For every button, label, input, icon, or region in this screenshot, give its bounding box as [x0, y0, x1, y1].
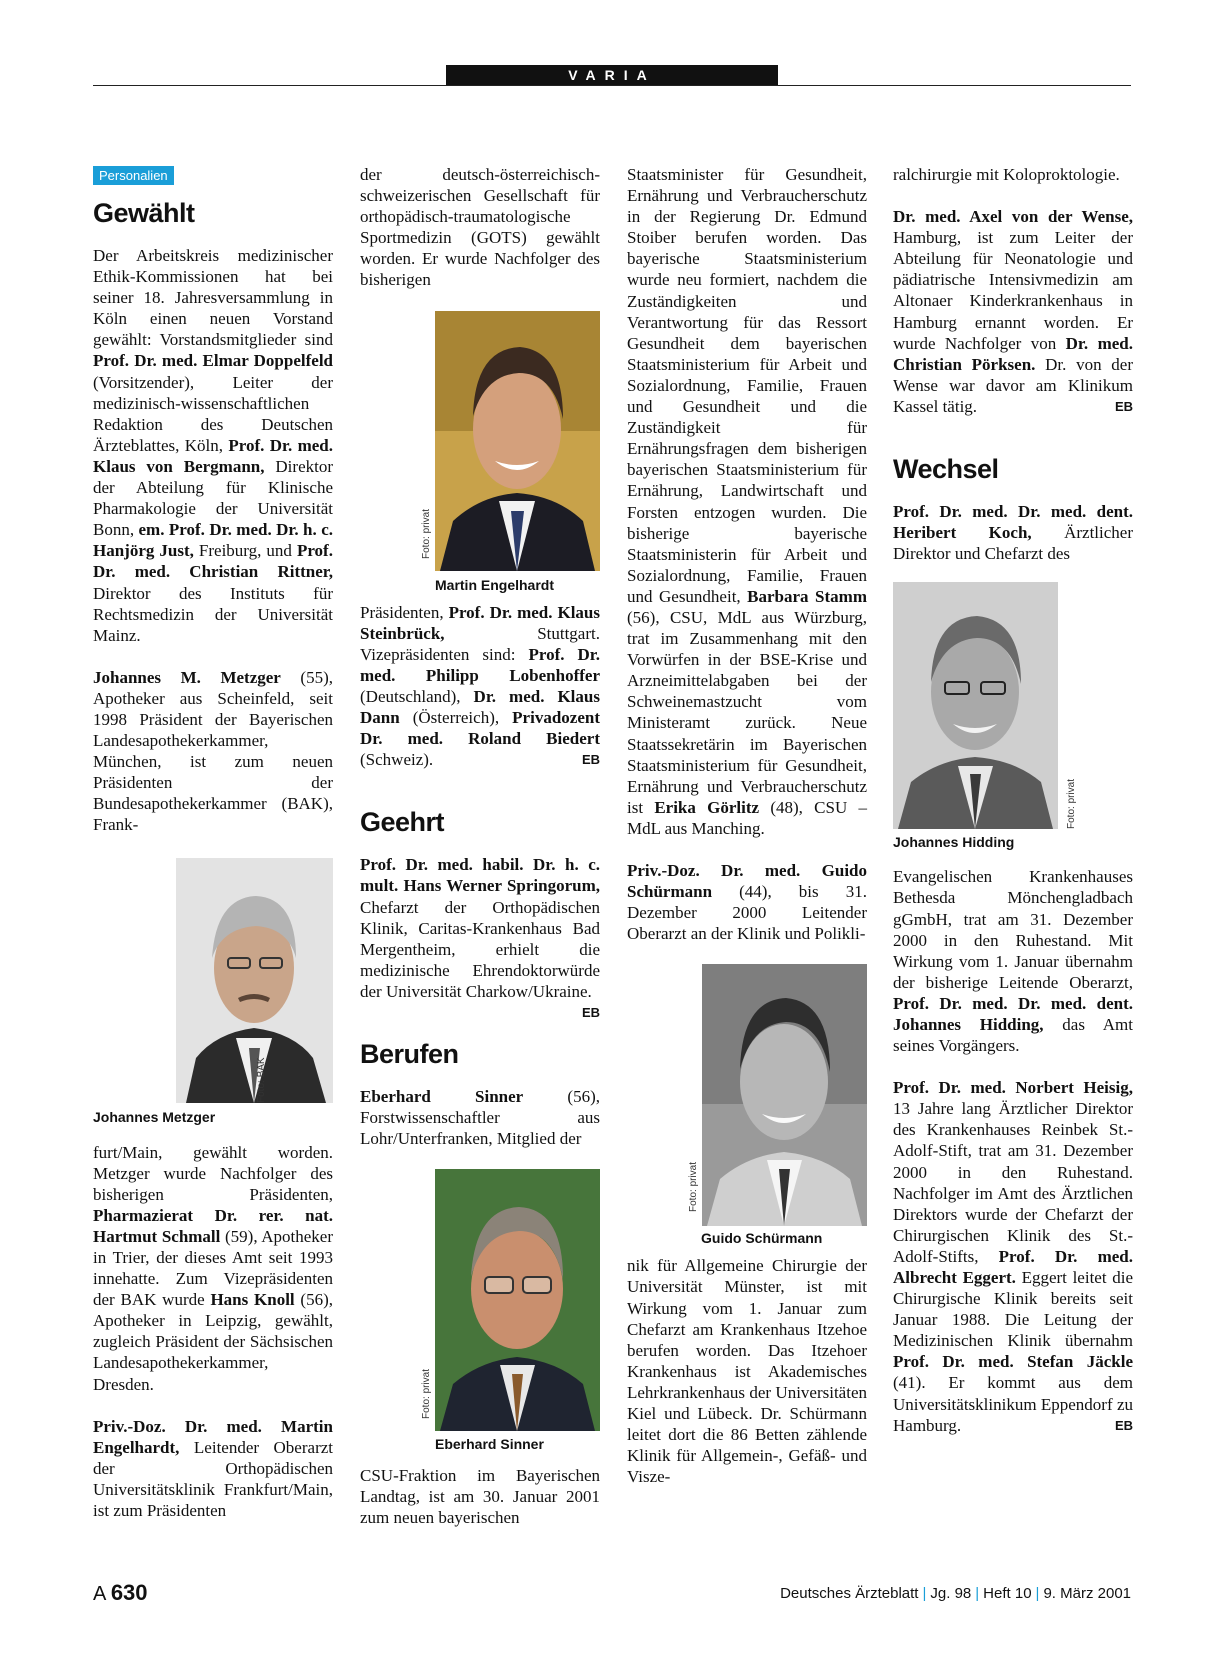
- paragraph: Priv.-Doz. Dr. med. Guido Schürmann (44), bis 31. Dezember 2000 Leitender Oberarzt an der Klinik und Polikli-: [627, 861, 867, 944]
- page-number: [93, 1580, 148, 1606]
- photo-sinner: [360, 1169, 600, 1457]
- column-2: [360, 164, 600, 1529]
- journal-info: Deutsches Ärzteblatt | Jg. 98 | Heft 10 | 9. März 2001: [780, 1585, 1131, 1602]
- photo-metzger: [93, 858, 333, 1128]
- paragraph: furt/Main, gewählt worden. Metzger wurde Nachfolger des bisherigen Präsidenten, Pharmazierat Dr. rer. nat. Hartmut Schmall (59), Apotheker in Trier, der dieses Amt seit 1993 innehatte. Zum Vizepräsidenten der BAK wurde Hans Knoll (56), Apotheker in Leipzig, gewählt, zugleich Präsident der Sächsischen Landesapothekerkammer, Dresden.: [93, 1142, 333, 1394]
- paragraph: nik für Allgemeine Chirurgie der Universität Münster, ist mit Wirkung vom 1. Januar zum Chefarzt am Krankenhaus Itzehoe berufen worden. Das Itzehoer Krankenhaus ist Akademisches Lehrkrankenhaus der Universitäten Kiel und Lübeck. Dr. Schürmann leitet dort die 86 Betten zählende Klinik für Allgemein-, Gefäß- und Visze-: [627, 1256, 867, 1487]
- portrait-image: [435, 311, 600, 571]
- photo-hidding: [893, 582, 1133, 852]
- paragraph: Priv.-Doz. Dr. med. Martin Engelhardt, Leitender Oberarzt der Orthopädischen Universitätsklinik Frankfurt/Main, ist zum Präsidenten: [93, 1416, 333, 1521]
- photo-caption: Johannes Metzger: [93, 1108, 216, 1125]
- paragraph: Eberhard Sinner (56), Forstwissenschaftler aus Lohr/Unterfranken, Mitglied der: [360, 1086, 600, 1149]
- page-number-value: 630: [110, 1580, 148, 1605]
- paragraph: CSU-Fraktion im Bayerischen Landtag, ist am 30. Januar 2001 zum neuen bayerischen: [360, 1466, 600, 1528]
- paragraph: Evangelischen Krankenhauses Bethesda Mönchengladbach gGmbH, trat am 31. Dezember 2000 in den Ruhestand. Mit Wirkung vom 1. Januar übernahm der bisherige Leitende Oberarzt, Prof. Dr. med. Dr. med. dent. Johannes Hidding, das Amt seines Vorgängers.: [893, 867, 1133, 1056]
- portrait-image: [702, 964, 867, 1226]
- section-header: VARIA: [446, 65, 778, 85]
- paragraph: Der Arbeitskreis medizinischer Ethik-Kommissionen hat bei seiner 18. Jahresversammlung in Köln einen neuen Vorstand gewählt: Vorstandsmitglieder sind Prof. Dr. med. Elmar Doppelfeld (Vorsitzender), Leiter der medizinisch-wissenschaftlichen Redaktion des Deutschen Ärzteblattes, Köln, Prof. Dr. med. Klaus von Bergmann, Direktor der Abteilung für Klinische Pharmakologie der Universität Bonn, em. Prof. Dr. med. Dr. h. c. Hanjörg Just, Freiburg, und Prof. Dr. med. Christian Rittner, Direktor des Instituts für Rechtsmedizin der Universität Mainz.: [93, 246, 333, 645]
- column-3: [627, 164, 867, 1487]
- paragraph: Prof. Dr. med. habil. Dr. h. c. mult. Hans Werner Springorum, Chefarzt der Orthopädischen Klinik, Caritas-Krankenhaus Bad Mergentheim, erhielt die medizinische Ehrendoktorwürde der Universität Charkow/Ukraine. EB: [360, 854, 600, 1002]
- paragraph: Präsidenten, Prof. Dr. med. Klaus Steinbrück, Stuttgart. Vizepräsidenten sind: Prof. Dr. med. Philipp Lobenhoffer (Deutschland), Dr. med. Klaus Dann (Österreich), Privadozent Dr. med. Roland Biedert (Schweiz). EB: [360, 602, 600, 770]
- heading-geehrt: Geehrt: [360, 807, 445, 838]
- paragraph: Johannes M. Metzger (55), Apotheker aus Scheinfeld, seit 1998 Präsident der Bayerischen Landesapothekerkammer, München, ist zum neuen Präsidenten der Bundesapothekerkammer (BAK), Frank-: [93, 667, 333, 835]
- photo-schuermann: [627, 964, 867, 1249]
- photo-credit: Foto: privat: [688, 1162, 699, 1213]
- author-initials: EB: [581, 752, 600, 768]
- author-initials: EB: [1114, 398, 1133, 414]
- journal-date: 9. März 2001: [1043, 1585, 1131, 1602]
- paragraph: Dr. med. Axel von der Wense, Hamburg, ist zum Leiter der Abteilung für Neonatologie und pädiatrische Intensivmedizin am Altonaer Kinderkrankenhaus in Hamburg ernannt worden. Er wurde Nachfolger von Dr. med. Christian Pörksen. Dr. von der Wense war davor am Klinikum Kassel tätig. EB: [893, 207, 1133, 416]
- photo-caption: Johannes Hidding: [893, 834, 1015, 851]
- paragraph: ralchirurgie mit Koloproktologie.: [893, 165, 1120, 184]
- author-initials: EB: [1114, 1417, 1133, 1433]
- rubric-tag: Personalien: [93, 166, 174, 185]
- paragraph: Prof. Dr. med. Dr. med. dent. Heribert Koch, Ärztlicher Direktor und Chefarzt des: [893, 502, 1133, 564]
- portrait-image: [893, 582, 1058, 829]
- heading-gewaehlt: Gewählt: [93, 198, 195, 228]
- photo-credit: Foto: privat: [1066, 779, 1077, 830]
- journal-issue: Heft 10: [983, 1585, 1032, 1602]
- column-4: [893, 164, 1133, 1436]
- photo-engelhardt: [360, 311, 600, 596]
- photo-caption: Guido Schürmann: [701, 1230, 823, 1247]
- photo-credit: Foto: privat: [421, 1369, 432, 1420]
- page-prefix: A: [93, 1583, 106, 1605]
- paragraph: Prof. Dr. med. Norbert Heisig, 13 Jahre lang Ärztlicher Direktor des Krankenhauses Reinbek St.-Adolf-Stift, trat am 31. Dezember 2000 in den Ruhestand. Nachfolger im Amt des Ärztlichen Direktors wurde der Chefarzt der Chirurgischen Klinik des St.-Adolf-Stifts, Prof. Dr. med. Albrecht Eggert. Eggert leitet die Chirurgische Klinik bereits seit Januar 1988. Die Leitung der Medizinischen Klinik übernahm Prof. Dr. med. Stefan Jäckle (41). Er kommt aus dem Universitätsklinikum Eppendorf zu Hamburg. EB: [893, 1078, 1133, 1435]
- photo-caption: Martin Engelhardt: [435, 576, 555, 593]
- photo-credit: Foto: privat: [421, 508, 432, 559]
- journal-volume: Jg. 98: [930, 1585, 972, 1602]
- heading-wechsel: Wechsel: [893, 454, 999, 485]
- author-initials: EB: [581, 1004, 600, 1020]
- photo-credit: Foto: BAK: [256, 1056, 267, 1103]
- heading-berufen: Berufen: [360, 1038, 459, 1069]
- column-1: [93, 164, 333, 1521]
- paragraph: Staatsminister für Gesundheit, Ernährung und Verbraucherschutz in der Regierung Dr. Edmund Stoiber berufen worden. Das bayerische Staatsministerium wurde neu formiert, nachdem die Zuständigkeiten und Verantwortung für das Ressort Gesundheit dem bayerischen Staatsministerium für Arbeit und Sozialordnung, Familie, Frauen und Gesundheit und die Zuständigkeit für Ernährungsfragen dem bisherigen bayerischen Staatsministerium für Ernährung, Landwirtschaft und Forsten entzogen wurden. Die bisherige bayerische Staatsministerin für Arbeit und Sozialordnung, Familie, Frauen und Gesundheit, Barbara Stamm (56), CSU, MdL aus Würzburg, trat im Zusammenhang mit den Vorwürfen in der BSE-Krise und Arzneimittelabgaben bei der Schweinemastzucht vom Ministeramt zurück. Neue Staatssekretärin im Bayerischen Staatsministerium für Gesundheit, Ernährung und Verbraucherschutz ist Erika Görlitz (48), CSU – MdL aus Manching.: [627, 165, 867, 838]
- portrait-image: [435, 1169, 600, 1431]
- paragraph: der deutsch-österreichisch-schweizerischen Gesellschaft für orthopädisch-traumatologische Sportmedizin (GOTS) gewählt worden. Er wurde Nachfolger des bisherigen: [360, 165, 600, 290]
- photo-caption: Eberhard Sinner: [435, 1436, 544, 1453]
- journal-name: Deutsches Ärzteblatt: [780, 1585, 919, 1602]
- header-rule: [93, 85, 1131, 86]
